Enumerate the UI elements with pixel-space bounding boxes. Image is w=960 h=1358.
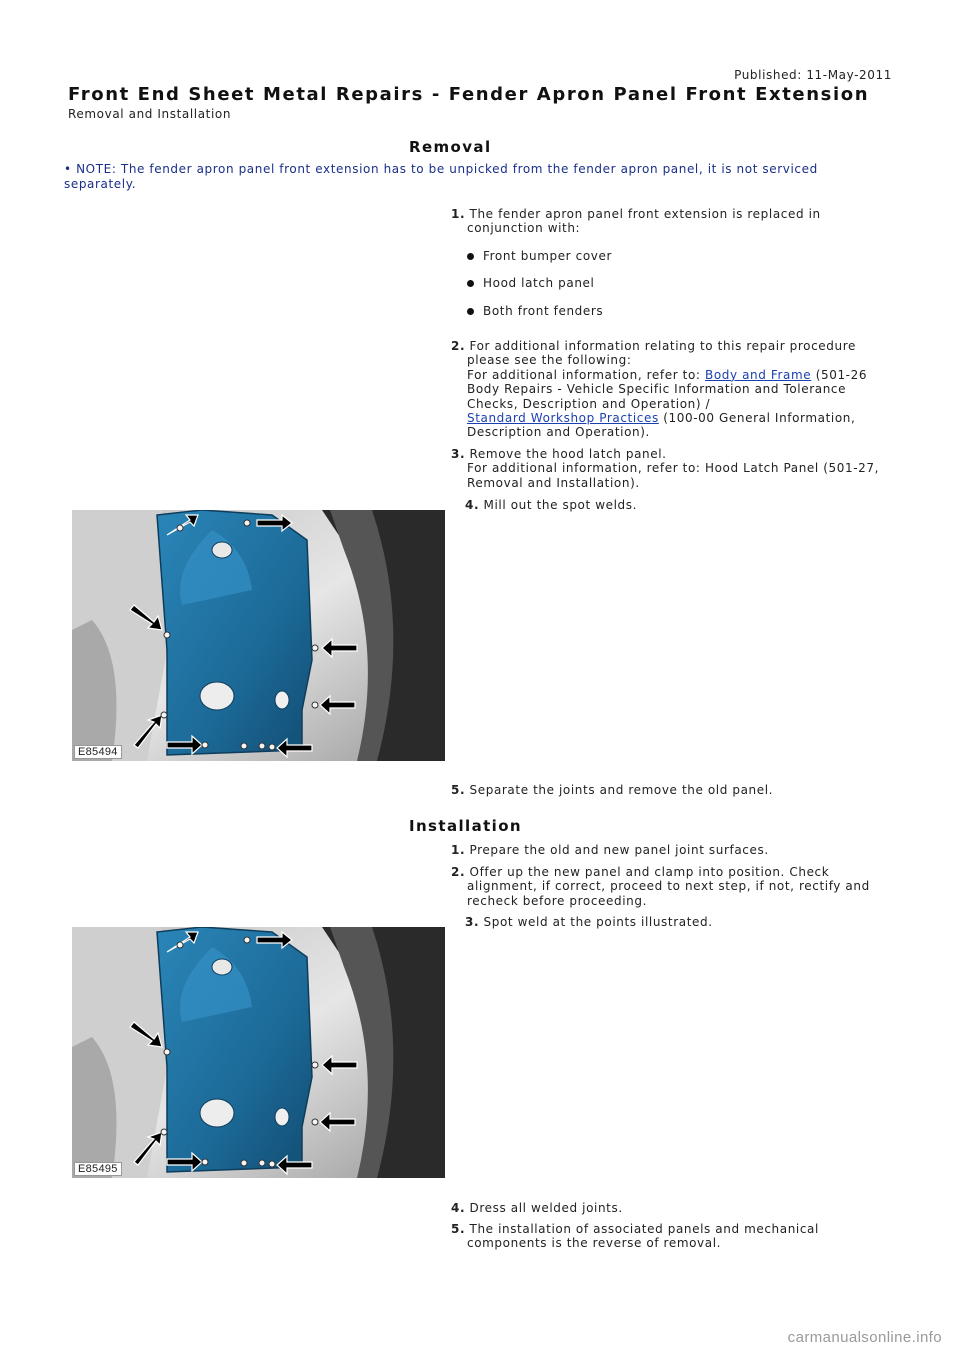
installation-step-5 — [451, 1222, 891, 1251]
bullet-icon — [467, 308, 474, 315]
step-text-cont: Checks, Description and Operation) / — [467, 396, 711, 411]
bullet-icon — [467, 280, 474, 287]
step-number: 3. — [465, 915, 480, 929]
published-date: Published: 11-May-2011 — [734, 68, 892, 82]
installation-heading: Installation — [409, 817, 522, 835]
body-and-frame-link[interactable]: Body and Frame — [704, 367, 812, 382]
step-number: 2. — [451, 339, 466, 353]
figure-label: E85495 — [74, 1162, 122, 1176]
step-text-cont: Removal and Installation). — [467, 475, 640, 490]
panel-illustration-svg — [72, 510, 445, 761]
bullet-text: Both front fenders — [483, 304, 604, 318]
installation-illustration — [72, 927, 445, 1178]
installation-step-4 — [451, 1201, 891, 1215]
step-text: Separate the joints and remove the old panel. — [469, 783, 774, 797]
step-text: Remove the hood latch panel. — [469, 447, 667, 461]
bullet-item — [481, 276, 594, 290]
step-text-cont: Body Repairs - Vehicle Specific Information and Tolerance — [467, 382, 847, 397]
installation-step-2 — [451, 865, 891, 908]
step-number: 5. — [451, 783, 466, 797]
step-number: 4. — [451, 1201, 466, 1215]
step-text-cont: recheck before proceeding. — [467, 893, 648, 908]
removal-heading: Removal — [409, 138, 492, 156]
removal-step-2 — [451, 339, 891, 440]
step-text-cont: alignment, if correct, proceed to next step, if not, rectify and — [467, 879, 870, 894]
removal-step-4 — [465, 498, 905, 512]
step-number: 1. — [451, 207, 466, 221]
step-text-cont: For additional information, refer to: Hood Latch Panel (501-27, — [467, 461, 880, 476]
installation-step-3 — [465, 915, 905, 929]
step-number: 3. — [451, 447, 466, 461]
step-text: Mill out the spot welds. — [483, 498, 638, 512]
page-subtitle: Removal and Installation — [68, 107, 232, 121]
page-title: Front End Sheet Metal Repairs - Fender Apron Panel Front Extension — [68, 84, 870, 105]
removal-step-5 — [451, 783, 891, 797]
bullet-item — [481, 304, 603, 318]
step-text: The fender apron panel front extension is replaced in — [469, 207, 821, 221]
removal-note: • NOTE: The fender apron panel front extension has to be unpicked from the fender apron panel, it is not serviced separately. — [64, 162, 818, 191]
panel-illustration-svg — [72, 927, 445, 1178]
step-text-cont: components is the reverse of removal. — [467, 1236, 722, 1251]
step-text: For additional information relating to this repair procedure — [469, 339, 856, 353]
step-text: Prepare the old and new panel joint surfaces. — [469, 843, 769, 857]
step-number: 2. — [451, 865, 466, 879]
step-text: The installation of associated panels and mechanical — [469, 1222, 819, 1236]
installation-step-1 — [451, 843, 891, 857]
step-text-cont: Description and Operation). — [467, 425, 650, 440]
removal-illustration — [72, 510, 445, 761]
bullet-icon — [467, 253, 474, 260]
standard-workshop-practices-link[interactable]: Standard Workshop Practices — [467, 411, 659, 426]
step-number: 5. — [451, 1222, 466, 1236]
step-text-cont: Standard Workshop Practices (100-00 General Information, — [467, 411, 856, 426]
step-text-cont: conjunction with: — [467, 221, 581, 236]
bullet-text: Front bumper cover — [483, 249, 612, 263]
removal-step-1 — [451, 207, 891, 236]
step-text-cont: please see the following: — [467, 353, 632, 368]
step-text: Offer up the new panel and clamp into position. Check — [469, 865, 830, 879]
bullet-item — [481, 249, 612, 263]
step-number: 4. — [465, 498, 480, 512]
removal-step-3 — [451, 447, 891, 490]
step-number: 1. — [451, 843, 466, 857]
figure-label: E85494 — [74, 745, 122, 759]
step-text: Dress all welded joints. — [469, 1201, 623, 1215]
watermark: carmanualsonline.info — [787, 1329, 942, 1346]
step-text-cont: For additional information, refer to: Body and Frame (501-26 — [467, 367, 868, 382]
bullet-text: Hood latch panel — [483, 276, 595, 290]
step-text: Spot weld at the points illustrated. — [483, 915, 713, 929]
